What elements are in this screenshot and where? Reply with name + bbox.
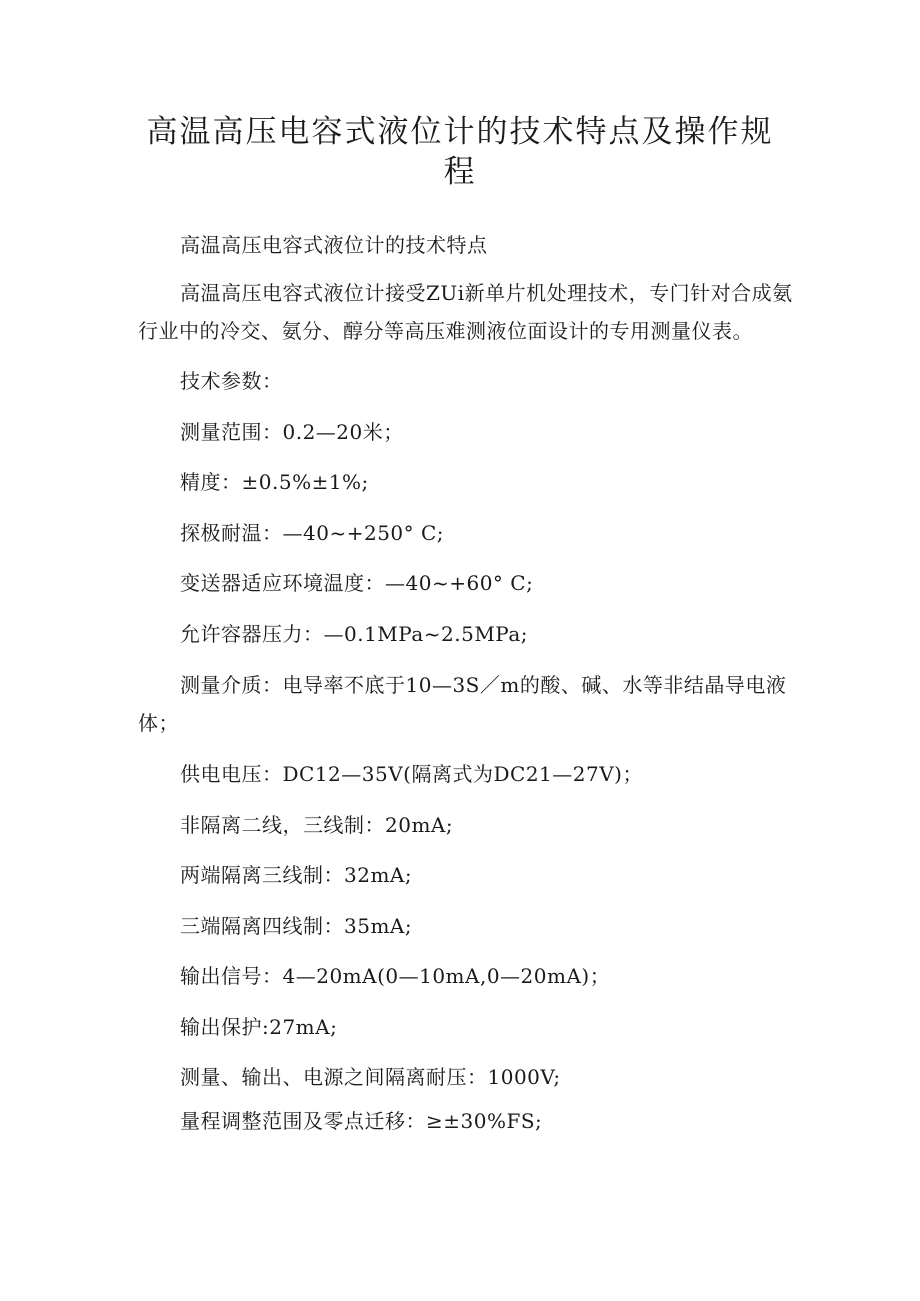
param-three-end-isolated: 三端隔离四线制：35mA; <box>180 914 413 938</box>
param-measure-range: 测量范围：0.2—20米； <box>180 420 404 444</box>
section-heading: 高温高压电容式液位计的技术特点 <box>180 233 488 257</box>
param-output-signal: 输出信号：4—20mA(0—10mA,0—20mA)； <box>180 964 611 988</box>
param-output-protection: 输出保护:27mA; <box>180 1015 338 1039</box>
param-supply-voltage: 供电电压：DC12—35V(隔离式为DC21—27V)； <box>180 762 643 786</box>
param-two-end-isolated: 两端隔离三线制：32mA; <box>180 863 413 887</box>
param-vessel-pressure: 允许容器压力：—0.1MPa~2.5MPa; <box>180 622 529 646</box>
document-title: 高温高压电容式液位计的技术特点及操作规程 <box>146 114 774 190</box>
intro-paragraph: 高温高压电容式液位计接受ZUi新单片机处理技术，专门针对合成氨行业中的冷交、氨分、醇分等高压难测液位面设计的专用测量仪表。 <box>138 281 793 343</box>
params-heading: 技术参数： <box>180 369 283 393</box>
param-range-adjustment: 量程调整范围及零点迁移：≥±30%FS; <box>180 1109 543 1133</box>
param-non-isolated: 非隔离二线，三线制：20mA; <box>180 813 454 837</box>
param-probe-temperature: 探极耐温：—40~+250° C; <box>180 521 445 545</box>
param-isolation-voltage: 测量、输出、电源之间隔离耐压：1000V; <box>180 1065 561 1089</box>
param-ambient-temperature: 变送器适应环境温度：—40~+60° C; <box>180 571 534 595</box>
param-medium: 测量介质：电导率不底于10—3S／m的酸、碱、水等非结晶导电液体； <box>138 673 787 735</box>
param-accuracy: 精度：±0.5%±1%; <box>180 470 369 494</box>
